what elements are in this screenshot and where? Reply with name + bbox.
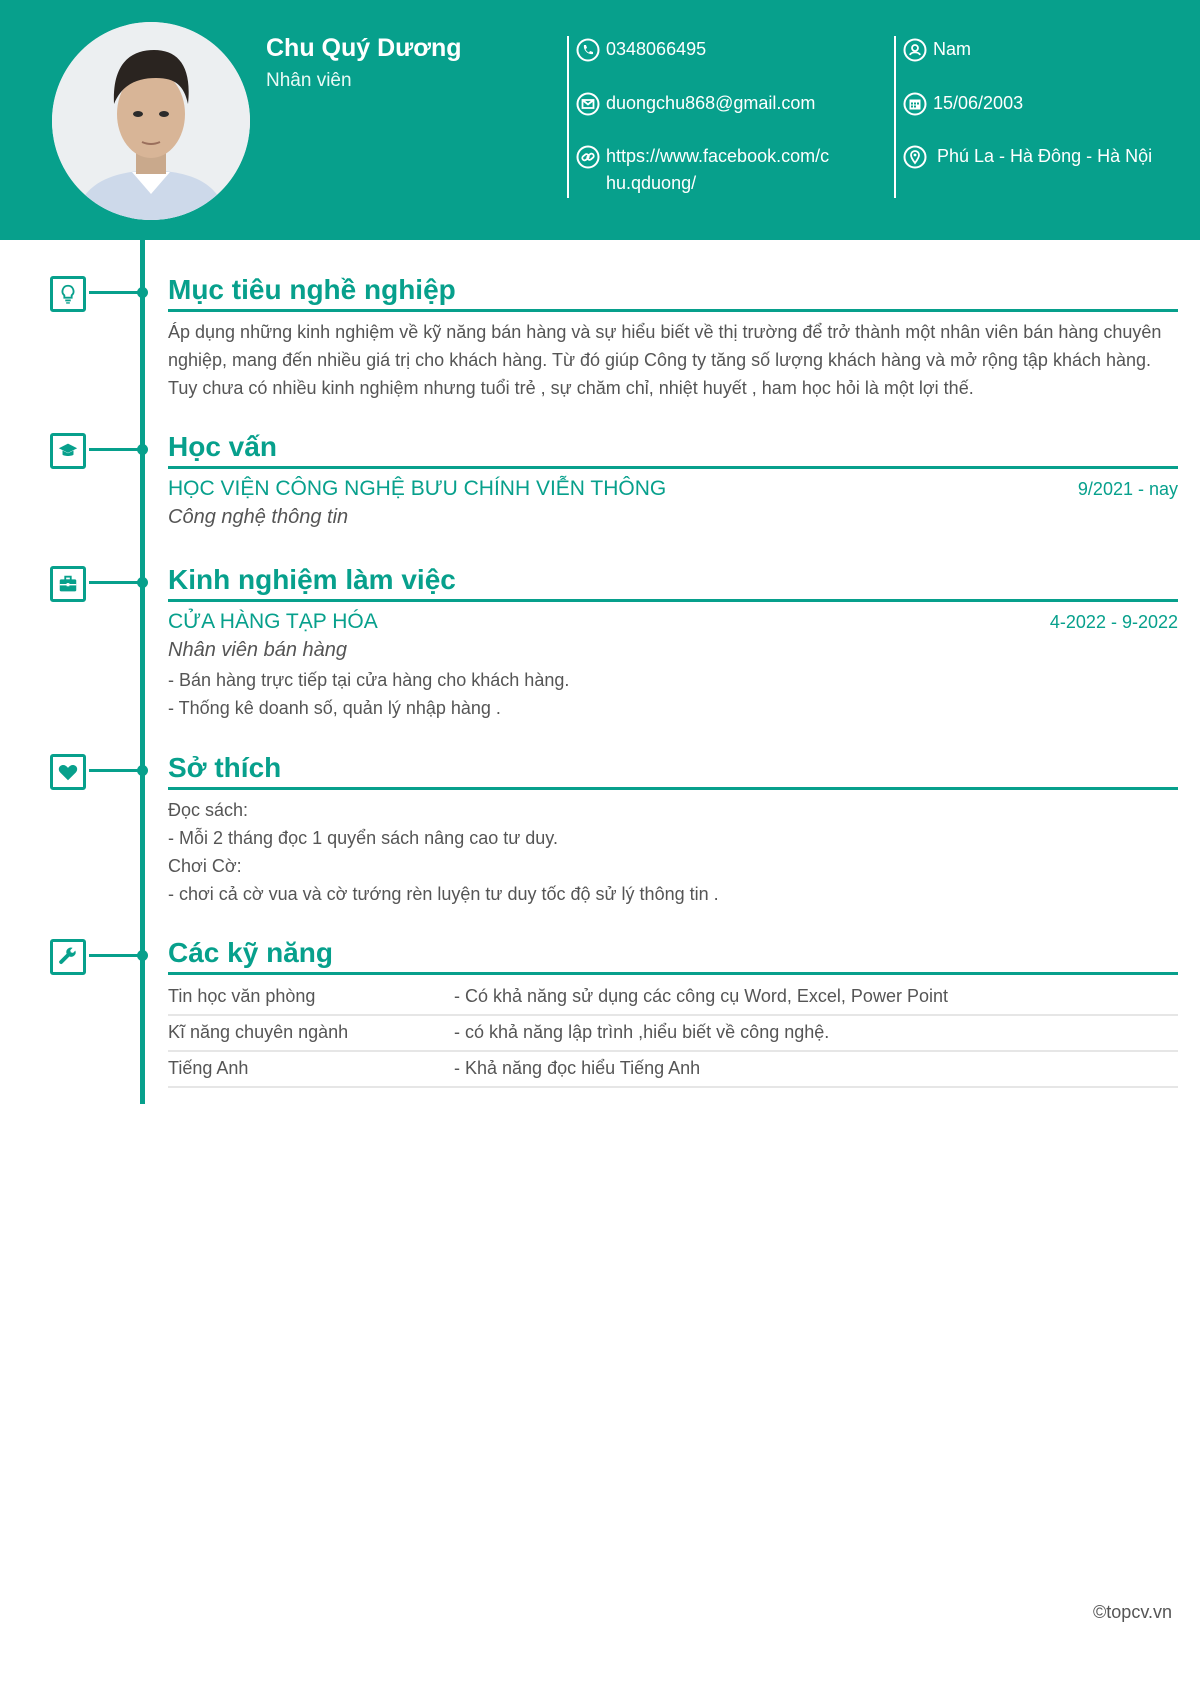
phone-text[interactable]: 0348066495 (606, 39, 707, 59)
hobby-line: Chơi Cờ: (168, 856, 242, 876)
education-major: Công nghệ thông tin (168, 506, 349, 528)
location-icon (903, 145, 927, 169)
avatar-photo (52, 22, 250, 220)
email-text[interactable]: duongchu868@gmail.com (606, 93, 816, 113)
timeline-dot (137, 444, 148, 455)
objective-line: nghiệp, mang đến nhiều giá trị cho khách hàng. Từ đó giúp Công ty tăng số lượng khách hàng và mở rộng tập khách hàng. (168, 350, 1152, 370)
contact-birthday (903, 90, 1023, 117)
phone-icon (576, 38, 600, 62)
section-title: Học vấn (168, 431, 277, 462)
email-icon (576, 92, 600, 116)
skill-description: - Có khả năng sử dụng các công cụ Word, Excel, Power Point (454, 986, 948, 1006)
section-underline (168, 972, 1178, 975)
objective-line: Áp dụng những kinh nghiệm về kỹ năng bán hàng và sự hiểu biết về thị trường để trở thành một nhân viên bán hàng chuyên (168, 322, 1162, 342)
hobby-line: - Mỗi 2 tháng đọc 1 quyển sách nâng cao tư duy. (168, 828, 558, 848)
gender-text: Nam (933, 39, 972, 59)
skill-name: Kĩ năng chuyên ngành (168, 1022, 349, 1042)
contact-phone (576, 36, 706, 63)
lightbulb-icon (57, 283, 79, 305)
contact-gender (903, 36, 971, 63)
candidate-name: Chu Quý Dương (266, 34, 462, 62)
header-divider (567, 36, 569, 198)
experience-icon-box (50, 566, 86, 602)
objective-line: Tuy chưa có nhiều kinh nghiệm nhưng tuổi trẻ , sự chăm chỉ, nhiệt huyết , ham học hỏi là một lợi thế. (168, 378, 974, 398)
experience-detail: - Bán hàng trực tiếp tại cửa hàng cho khách hàng. (168, 670, 570, 690)
timeline-dot (137, 950, 148, 961)
objective-text (168, 318, 1178, 402)
contact-website (576, 143, 829, 197)
section-title: Mục tiêu nghề nghiệp (168, 274, 456, 305)
heart-icon (57, 761, 79, 783)
address-text: Phú La - Hà Đông - Hà Nội (937, 146, 1153, 166)
timeline-connector (89, 954, 143, 957)
timeline-dot (137, 765, 148, 776)
skill-row (168, 1014, 1178, 1052)
timeline-dot (137, 287, 148, 298)
section-title: Sở thích (168, 752, 282, 783)
experience-details (168, 666, 1178, 722)
section-underline (168, 309, 1178, 312)
section-underline (168, 787, 1178, 790)
company-name: CỬA HÀNG TẠP HÓA (168, 610, 378, 633)
timeline-connector (89, 581, 143, 584)
education-icon-box (50, 433, 86, 469)
contact-address (903, 143, 1152, 170)
hobby-line: Đọc sách: (168, 800, 249, 820)
graduation-cap-icon (57, 440, 79, 462)
wrench-icon (57, 946, 79, 968)
avatar (52, 22, 250, 220)
timeline-connector (89, 291, 143, 294)
user-icon (903, 38, 927, 62)
education-period: 9/2021 - nay (1077, 479, 1178, 499)
contact-email (576, 90, 815, 117)
briefcase-icon (57, 573, 79, 595)
skills-icon-box (50, 939, 86, 975)
hobbies-text (168, 796, 1178, 908)
section-underline (168, 599, 1178, 602)
experience-position: Nhân viên bán hàng (168, 639, 348, 661)
experience-period: 4-2022 - 9-2022 (1049, 612, 1178, 632)
section-title: Kinh nghiệm làm việc (168, 564, 456, 595)
objective-icon-box (50, 276, 86, 312)
skill-row (168, 1050, 1178, 1088)
skill-name: Tin học văn phòng (168, 986, 316, 1006)
hobby-line: - chơi cả cờ vua và cờ tướng rèn luyện tư duy tốc độ sử lý thông tin . (168, 884, 719, 904)
skill-description: - có khả năng lập trình ,hiểu biết về công nghệ. (454, 1022, 830, 1042)
birthday-text: 15/06/2003 (933, 93, 1024, 113)
skill-name: Tiếng Anh (168, 1058, 249, 1078)
section-underline (168, 466, 1178, 469)
skill-description: - Khả năng đọc hiểu Tiếng Anh (454, 1058, 701, 1078)
section-title: Các kỹ năng (168, 937, 333, 968)
timeline-connector (89, 448, 143, 451)
profile-header (0, 0, 1200, 240)
footer-brand[interactable]: ©topcv.vn (1093, 1602, 1172, 1622)
website-text-line2[interactable]: hu.qduong/ (606, 173, 697, 193)
website-text-line1[interactable]: https://www.facebook.com/c (606, 146, 830, 166)
experience-detail: - Thống kê doanh số, quản lý nhập hàng . (168, 698, 501, 718)
skill-row (168, 978, 1178, 1016)
timeline-dot (137, 577, 148, 588)
candidate-role: Nhân viên (266, 70, 352, 91)
header-divider (894, 36, 896, 198)
hobbies-icon-box (50, 754, 86, 790)
school-name: HỌC VIỆN CÔNG NGHỆ BƯU CHÍNH VIỄN THÔNG (168, 477, 667, 500)
timeline-line (140, 240, 145, 1104)
calendar-icon (903, 92, 927, 116)
link-icon (576, 145, 600, 169)
timeline-connector (89, 769, 143, 772)
